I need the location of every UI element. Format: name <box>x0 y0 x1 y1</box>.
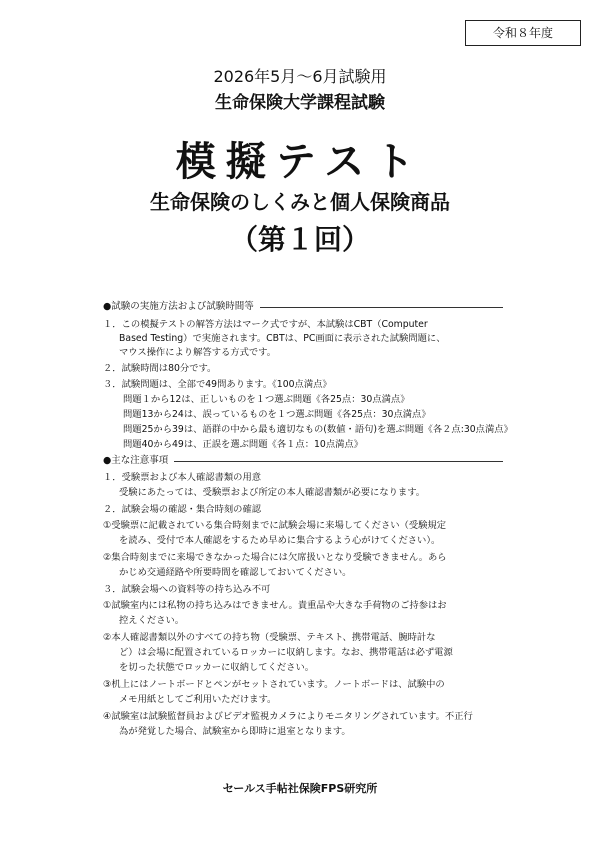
notice-line: ④試験室は試験監督員およびビデオ監視カメラによりモニタリングされています。不正行 <box>103 711 473 722</box>
notice-line: メモ用紙としてご利用いただけます。 <box>119 694 277 705</box>
exam-period-line: 2026年5月～6月試験用 <box>213 67 387 86</box>
instruction-line: ２．試験時間は80分です。 <box>103 363 217 374</box>
section-divider <box>260 307 503 308</box>
exam-name: 生命保険大学課程試験 <box>215 93 385 113</box>
notice-line: ２．試験会場の確認・集合時刻の確認 <box>103 504 262 515</box>
question-range-line: 問題40から49は、正誤を選ぶ問題《各１点：10点満点》 <box>123 439 364 450</box>
subject-title: 生命保険のしくみと個人保険商品 <box>150 190 450 214</box>
notice-line: ①試験室内には私物の持ち込みはできません。貴重品や大きな手荷物のご持参はお <box>103 600 447 611</box>
section-heading-notes <box>103 454 503 468</box>
section-divider <box>174 461 503 462</box>
notice-line: ど）は会場に配置されているロッカーに収納します。なお、携帯電話は必ず電源 <box>119 647 453 658</box>
notice-line: ３．試験会場への資料等の持ち込み不可 <box>103 584 271 595</box>
notice-line: ②集合時刻までに来場できなかった場合には欠席扱いとなり受験できません。あら <box>103 552 447 563</box>
fiscal-year-label: 令和８年度 <box>465 20 581 46</box>
notice-line: 為が発覚した場合、試験室から即時に退室となります。 <box>119 726 351 737</box>
question-range-line: 問題13から24は、誤っているものを１つ選ぶ問題《各25点：30点満点》 <box>123 409 431 420</box>
instruction-line: １．この模擬テストの解答方法はマーク式ですが、本試験はCBT（Computer <box>103 319 428 330</box>
question-range-line: 問題１から12は、正しいものを１つ選ぶ問題《各25点：30点満点》 <box>123 394 410 405</box>
notice-line: を読み、受付で本人確認をするため早めに集合するよう心がけてください）。 <box>119 535 441 546</box>
page-title: 模擬テスト <box>175 139 425 185</box>
round-label: （第１回） <box>229 223 370 256</box>
instruction-line: ３．試験問題は、全部で49問あります。《100点満点》 <box>103 379 332 390</box>
instruction-line: マウス操作により解答する方式です。 <box>119 347 277 358</box>
notice-line: 受験にあたっては、受験票および所定の本人確認書類が必要になります。 <box>119 487 426 498</box>
instruction-line: Based Testing）で実施されます。CBTは、PC画面に表示された試験問題に、 <box>119 333 446 344</box>
notice-line: ①受験票に記載されている集合時刻までに試験会場に来場してください（受験規定 <box>103 520 447 531</box>
section-heading-text: ●試験の実施方法および試験時間等 <box>103 301 254 312</box>
notice-line: ②本人確認書類以外のすべての持ち物（受験票、テキスト、携帯電話、腕時計な <box>103 632 436 643</box>
notice-line: 控えください。 <box>119 615 185 626</box>
notice-line: ③机上にはノートボードとペンがセットされています。ノートボードは、試験中の <box>103 679 445 690</box>
publisher-name: セールス手帖社保険FPS研究所 <box>222 782 378 795</box>
question-range-line: 問題25から39は、語群の中から最も適切なもの(数値・語句)を選ぶ問題《各２点:30点満点》 <box>123 424 513 435</box>
section-heading-text: ●主な注意事項 <box>103 455 169 466</box>
notice-line: かじめ交通経路や所要時間を確認しておいてください。 <box>119 567 352 578</box>
notice-line: を切った状態でロッカーに収納してください。 <box>119 662 315 673</box>
section-heading-exam-method <box>103 300 503 314</box>
notice-line: １．受験票および本人確認書類の用意 <box>103 472 262 483</box>
